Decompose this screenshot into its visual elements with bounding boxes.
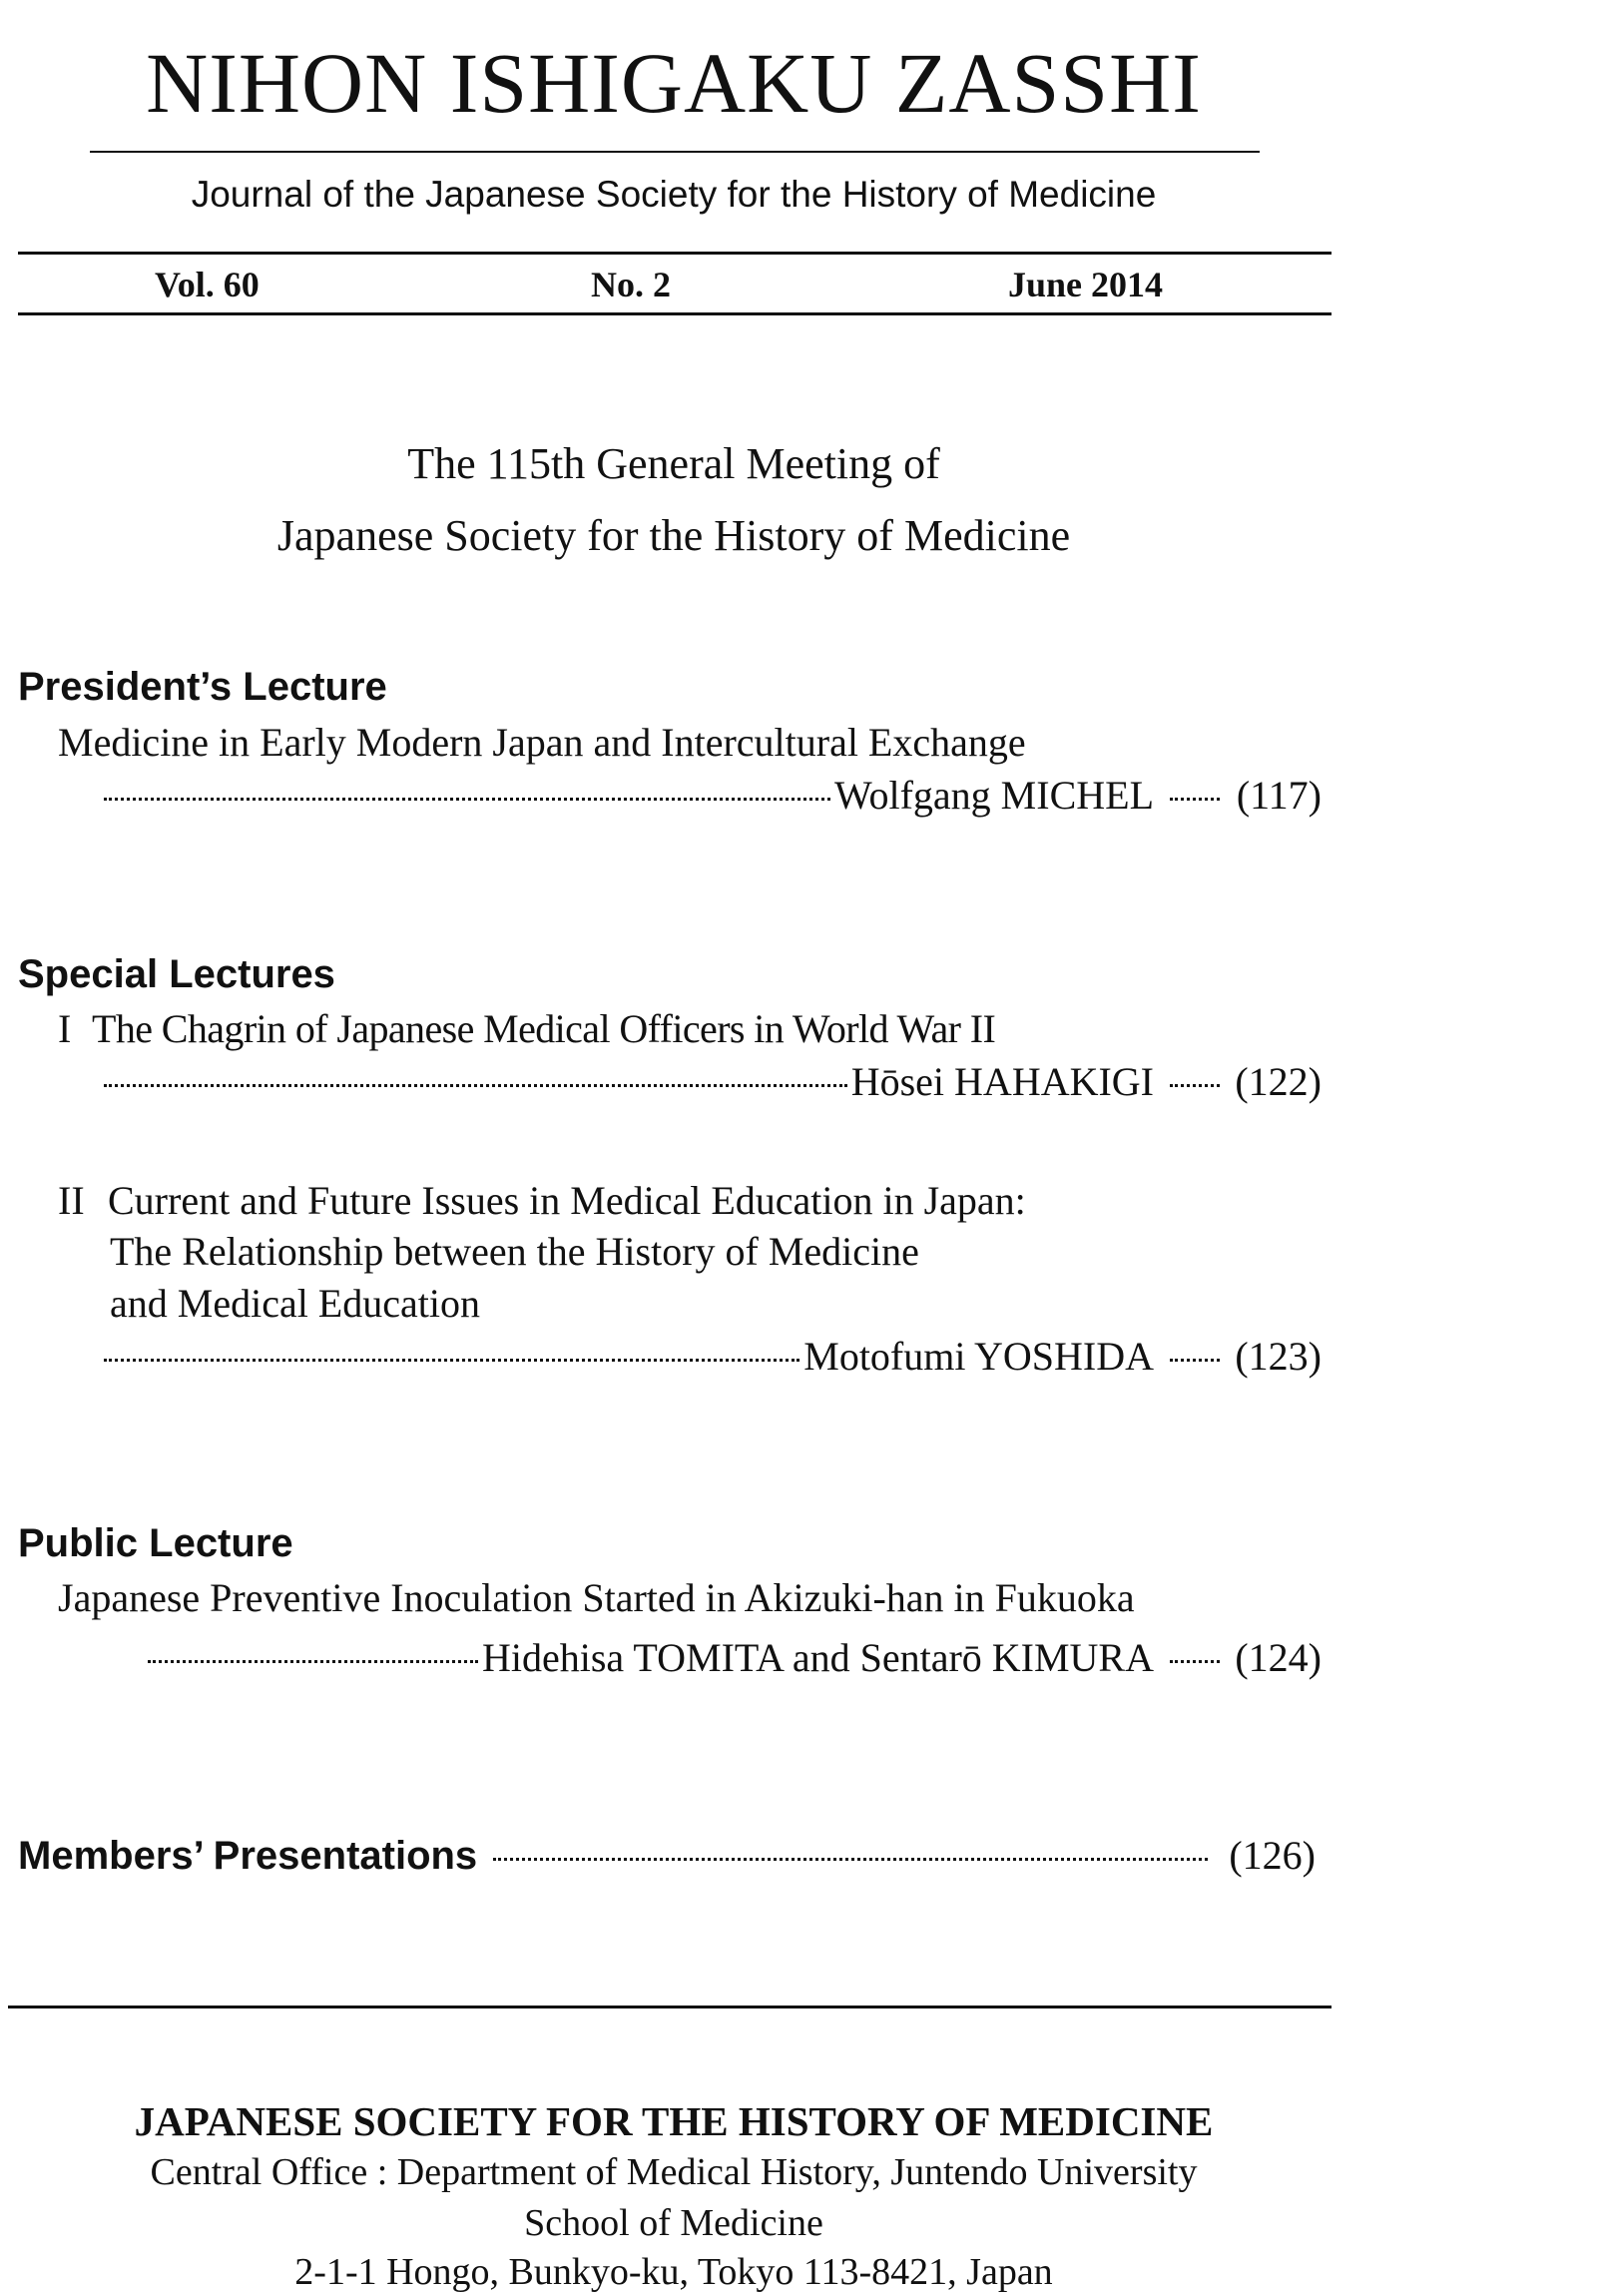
- page-number: (123): [1235, 1334, 1322, 1379]
- presidents-lecture-byline: [100, 773, 1322, 818]
- number-label: No. 2: [591, 265, 671, 304]
- meeting-title-line-2: Japanese Society for the History of Medicine: [276, 511, 1071, 560]
- leader-dots: [493, 1858, 1208, 1861]
- author-name: Wolfgang MICHEL: [833, 773, 1154, 818]
- leader-dots: [1170, 1660, 1220, 1663]
- meeting-title-line-1: The 115th General Meeting of: [407, 439, 940, 488]
- public-lecture-title: Japanese Preventive Inoculation Started in Akizuki-han in Fukuoka: [58, 1575, 1135, 1620]
- leader-dots: [1170, 1084, 1220, 1087]
- society-name: JAPANESE SOCIETY FOR THE HISTORY OF MEDICINE: [134, 2098, 1214, 2144]
- special-lectures-heading: Special Lectures: [18, 952, 335, 996]
- page-number: (122): [1235, 1059, 1322, 1104]
- members-presentations-row: [18, 1832, 1316, 1879]
- journal-title: NIHON ISHIGAKU ZASSHI: [146, 35, 1202, 131]
- special-lecture-title: The Relationship between the History of Medicine: [110, 1229, 919, 1274]
- author-name: Motofumi YOSHIDA: [803, 1334, 1154, 1379]
- title-divider: [90, 151, 1260, 153]
- special-lecture-numeral: II: [58, 1178, 85, 1223]
- page-number: (126): [1229, 1833, 1316, 1878]
- leader-dots: [104, 1084, 847, 1087]
- leader-dots: [1170, 798, 1220, 801]
- author-name: Hōsei HAHAKIGI: [850, 1059, 1154, 1104]
- page-number: (117): [1236, 773, 1322, 818]
- public-lecture-byline: [144, 1635, 1322, 1680]
- presidents-lecture-heading: President’s Lecture: [18, 665, 387, 709]
- issue-top-rule: [18, 252, 1331, 255]
- issue-date: June 2014: [1008, 265, 1164, 304]
- leader-dots: [104, 798, 830, 801]
- address-line-3: 2-1-1 Hongo, Bunkyo-ku, Tokyo 113-8421, Japan: [294, 2251, 1053, 2293]
- leader-dots: [1170, 1359, 1220, 1362]
- author-name: Hidehisa TOMITA and Sentarō KIMURA: [481, 1635, 1154, 1680]
- leader-dots: [104, 1359, 799, 1362]
- issue-bottom-rule: [18, 312, 1331, 315]
- leader-dots: [148, 1660, 478, 1663]
- public-lecture-heading: Public Lecture: [18, 1521, 293, 1565]
- special-lecture-title: The Chagrin of Japanese Medical Officers in World War II: [92, 1006, 996, 1051]
- special-lecture-title: Current and Future Issues in Medical Education in Japan:: [108, 1178, 1026, 1223]
- members-presentations-heading: Members’ Presentations: [18, 1834, 478, 1878]
- footer-divider: [8, 2006, 1331, 2009]
- address-line-1: Central Office : Department of Medical History, Juntendo University: [150, 2151, 1198, 2193]
- special-lecture-title: and Medical Education: [110, 1281, 480, 1326]
- address-line-2: School of Medicine: [524, 2202, 823, 2244]
- journal-subtitle: Journal of the Japanese Society for the History of Medicine: [191, 174, 1157, 215]
- special-lecture-byline: [100, 1059, 1322, 1104]
- page-number: (124): [1235, 1635, 1322, 1680]
- volume-label: Vol. 60: [155, 265, 260, 304]
- special-lecture-numeral: I: [58, 1006, 72, 1051]
- presidents-lecture-title: Medicine in Early Modern Japan and Intercultural Exchange: [58, 720, 1026, 765]
- special-lecture-byline: [100, 1334, 1322, 1379]
